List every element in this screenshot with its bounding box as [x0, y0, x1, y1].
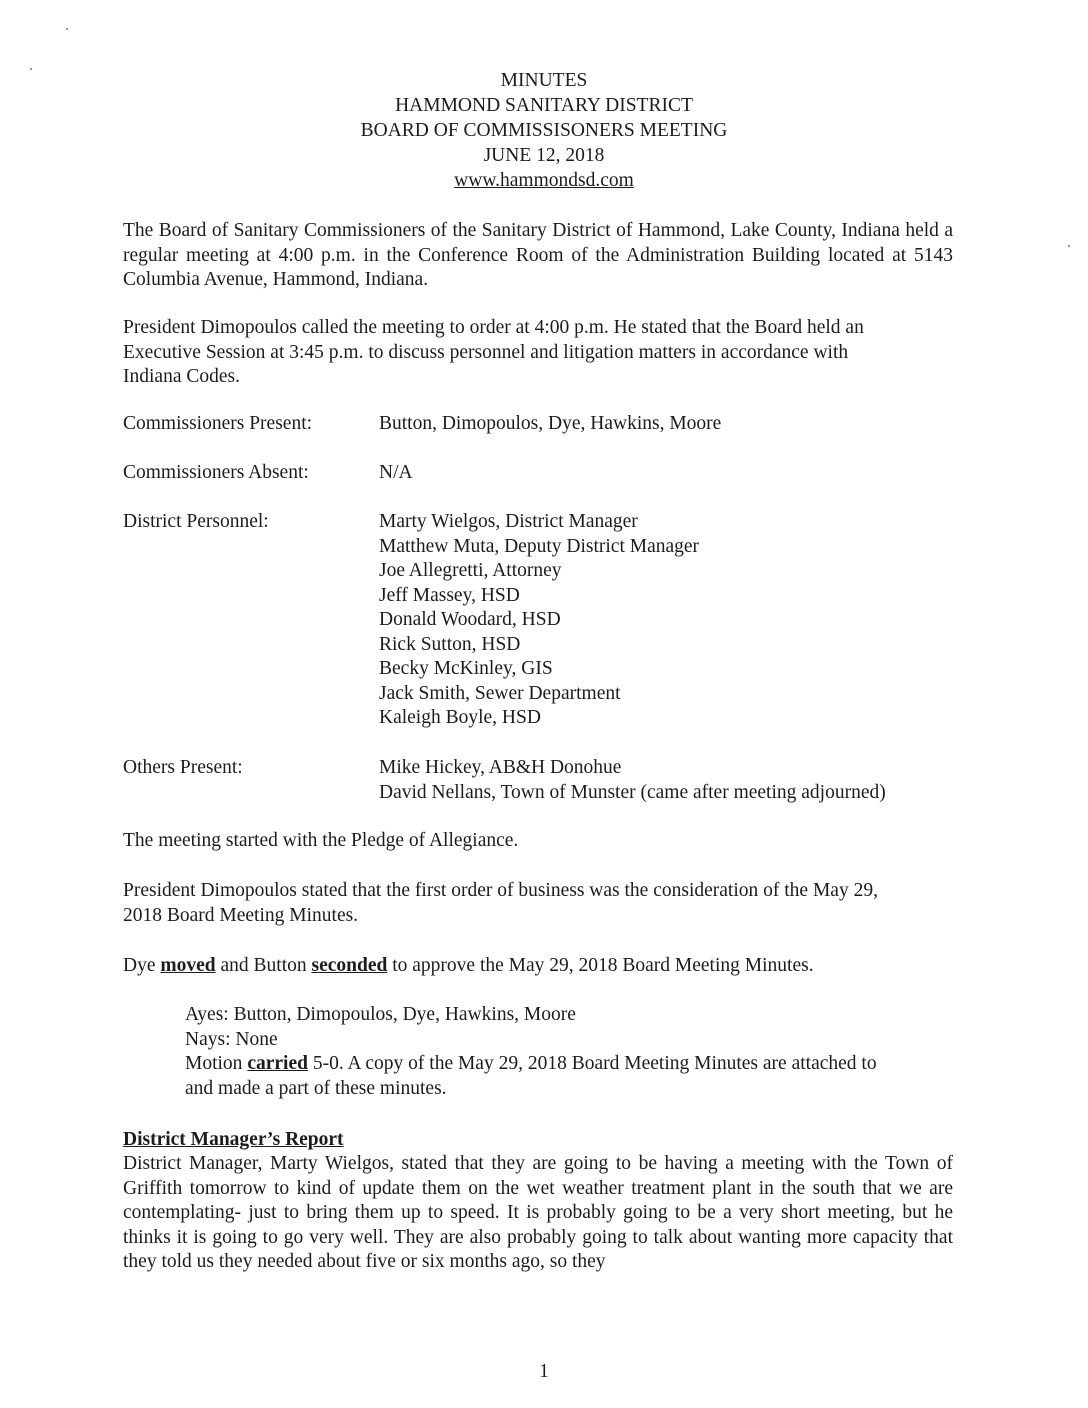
page-number: 1: [539, 1361, 549, 1382]
vote-carried-rest: 5-0. A copy of the May 29, 2018 Board Meeting Minutes are attached to: [307, 1053, 877, 1074]
header-date: JUNE 12, 2018: [483, 145, 605, 166]
personnel-item: Matthew Muta, Deputy District Manager: [379, 535, 700, 557]
motion-mover: Dye: [123, 955, 161, 976]
personnel-item: Jack Smith, Sewer Department: [379, 682, 621, 704]
vote-block: [185, 1003, 955, 1101]
first-business-line: 2018 Board Meeting Minutes.: [123, 904, 359, 926]
header-title: MINUTES: [500, 70, 588, 91]
vote-carried-continued: and made a part of these minutes.: [185, 1077, 447, 1099]
first-business-paragraph: [123, 879, 953, 928]
personnel-item: Becky McKinley, GIS: [379, 658, 553, 679]
document-header: [0, 68, 1088, 193]
motion-rest: to approve the May 29, 2018 Board Meeting Minutes.: [387, 955, 814, 976]
call-to-order-line: President Dimopoulos called the meeting to order at 4:00 p.m. He stated that the Board held an: [123, 317, 864, 338]
header-meeting-name: BOARD OF COMMISSISONERS MEETING: [360, 120, 728, 141]
website-link[interactable]: www.hammondsd.com: [454, 170, 634, 191]
call-to-order-paragraph: [123, 316, 953, 390]
seconded-word: seconded: [311, 955, 388, 976]
call-to-order-line: Executive Session at 3:45 p.m. to discuss personnel and litigation matters in accordance with: [123, 341, 849, 363]
scan-speck: [66, 28, 68, 30]
personnel-item: Jeff Massey, HSD: [379, 584, 520, 606]
commissioners-present-value: Button, Dimopoulos, Dye, Hawkins, Moore: [379, 413, 722, 434]
others-present-item: Mike Hickey, AB&H Donohue: [379, 757, 622, 778]
carried-word: carried: [247, 1053, 308, 1074]
district-manager-report-heading: District Manager’s Report: [123, 1129, 344, 1150]
commissioners-present-label: Commissioners Present:: [123, 413, 313, 434]
vote-motion-line: [185, 1052, 955, 1077]
others-present-label: Others Present:: [123, 757, 243, 778]
motion-paragraph: [123, 954, 953, 979]
pledge-paragraph: The meeting started with the Pledge of Allegiance.: [123, 830, 519, 851]
others-present-list: [379, 756, 886, 805]
others-present-item: David Nellans, Town of Munster (came after meeting adjourned): [379, 781, 886, 803]
intro-paragraph: The Board of Sanitary Commissioners of the Sanitary District of Hammond, Lake County, Indiana held a regular meeting at 4:00 p.m. in the Conference Room of the Administration Building located at 5143 Columbia Avenue, Hammond, Indiana.: [123, 220, 953, 290]
scan-speck: [1068, 245, 1070, 247]
district-personnel-label: District Personnel:: [123, 511, 269, 532]
personnel-item: Kaleigh Boyle, HSD: [379, 707, 541, 728]
call-to-order-line: Indiana Codes.: [123, 366, 240, 387]
district-personnel-list: [379, 510, 699, 731]
vote-ayes: Ayes: Button, Dimopoulos, Dye, Hawkins, Moore: [185, 1004, 576, 1025]
motion-and: and Button: [215, 955, 312, 976]
personnel-item: Donald Woodard, HSD: [379, 609, 561, 630]
district-manager-report-body: District Manager, Marty Wielgos, stated that they are going to be having a meeting with the Town of Griffith tomorrow to kind of update them on the wet weather treatment plant in the south that we are contemplating- just to bring them up to speed. It is probably going to be a very short meeting, but he thinks it is going to go very well. They are also probably going to talk about wanting more capacity that they told us they needed about five or six months ago, so they: [123, 1153, 953, 1272]
header-organization: HAMMOND SANITARY DISTRICT: [395, 95, 693, 116]
commissioners-absent-value: N/A: [379, 462, 413, 483]
personnel-item: Rick Sutton, HSD: [379, 633, 521, 655]
personnel-item: Marty Wielgos, District Manager: [379, 511, 638, 532]
vote-nays: Nays: None: [185, 1028, 278, 1050]
personnel-item: Joe Allegretti, Attorney: [379, 560, 562, 581]
commissioners-absent-label: Commissioners Absent:: [123, 462, 309, 483]
moved-word: moved: [160, 955, 216, 976]
first-business-line: President Dimopoulos stated that the first order of business was the consideration of the May 29,: [123, 880, 878, 901]
vote-motion-label: Motion: [185, 1053, 248, 1074]
